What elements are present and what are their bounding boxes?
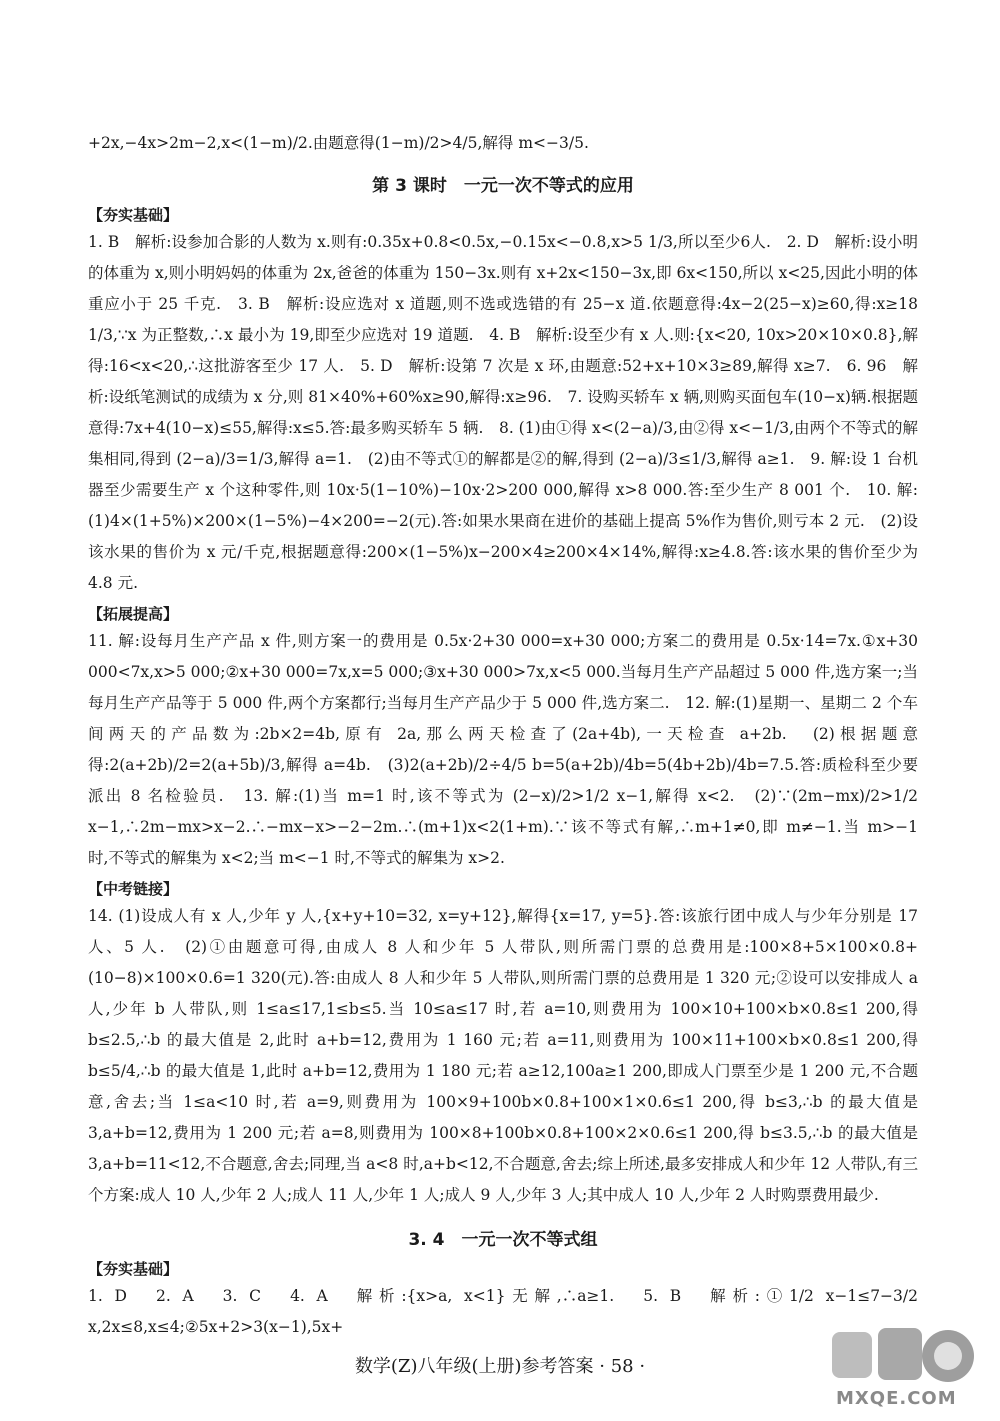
watermark-text: MXQE.COM <box>836 1388 957 1409</box>
section-title-3-4: 3. 4 一元一次不等式组 <box>408 1230 598 1250</box>
watermark-badge-icon <box>828 1322 978 1390</box>
intro-line: +2x,−4x>2m−2,x<(1−m)/2.由题意得(1−m)/2>4/5,解得 m<−3/5. <box>88 134 589 152</box>
tag-basic-2: 【夯实基础】 <box>88 1260 179 1278</box>
page-footer: 数学(Z)八年级(上册)参考答案 · 58 · <box>354 1356 646 1377</box>
exam-answers: 14. (1)设成人有 x 人,少年 y 人,{x+y+10=32, x=y+12},解得{x=17, y=5}.答:该旅行团中成人与少年分别是 17 人、5 人. (2)①由题意可得,由成人 8 人和少年 5 人带队,则所需门票的总费用是:100×8+5×100×0.8+(10−8)×100×0.6=1 320(元).答:由成人 8 人和少年 5 人带队,则所需门票的总费用是 1 320 元;②设可以安排成人 a 人,少年 b 人带队,则 1≤a≤17,1≤b≤5.当 10≤a≤17 时,若 a=10,则费用为 100×10+100×b×0.8≤1 200,得 b≤2.5,∴b 的最大值是 2,此时 a+b=12,费用为 1 160 元;若 a=11,则费用为 100×11+100×b×0.8≤1 200,得 b≤5/4,∴b 的最大值是 1,此时 a+b=12,费用为 1 180 元;若 a≥12,100a≥1 200,即成人门票至少是 1 200 元,不合题意,舍去;当 1≤a<10 时,若 a=9,则费用为 100×9+100b×0.8+100×1×0.6≤1 200,得 b≤3,∴b 的最大值是 3,a+b=12,费用为 1 200 元;若 a=8,则费用为 100×8+100b×0.8+100×2×0.6≤1 200,得 b≤3.5,∴b 的最大值是 3,a+b=11<12,不合题意,舍去;同理,当 a<8 时,a+b<12,不合题意,舍去;综上所述,最多安排成人和少年 12 人带队,有三个方案:成人 10 人,少年 2 人;成人 11 人,少年 1 人;成人 9 人,少年 3 人;其中成人 10 人,少年 2 人时购票费用最少. <box>88 907 918 1204</box>
section-title-lesson3: 第 3 课时 一元一次不等式的应用 <box>372 176 634 196</box>
tag-exam: 【中考链接】 <box>88 880 179 898</box>
answer-page <box>88 128 918 1343</box>
basic-answers-2: 1. D 2. A 3. C 4. A 解析:{x>a, x<1}无解,∴a≥1. 5. B 解析:①1/2 x−1≤7−3/2 x,2x≤8,x≤4;②5x+2>3(x−1),5x+ <box>88 1287 918 1336</box>
watermark-logo <box>828 1322 978 1412</box>
tag-extend: 【拓展提高】 <box>88 605 179 623</box>
tag-basic: 【夯实基础】 <box>88 206 179 224</box>
basic-answers: 1. B 解析:设参加合影的人数为 x.则有:0.35x+0.8<0.5x,−0.15x<−0.8,x>5 1/3,所以至少6人. 2. D 解析:设小明的体重为 x,则小明妈妈的体重为 2x,爸爸的体重为 150−3x.则有 x+2x<150−3x,即 6x<150,所以 x<25,因此小明的体重应小于 25 千克. 3. B 解析:设应选对 x 道题,则不选或选错的有 25−x 道.依题意得:4x−2(25−x)≥60,得:x≥18 1/3,∵x 为正整数,∴x 最小为 19,即至少应选对 19 道题. 4. B 解析:设至少有 x 人.则:{x<20, 10x>20×10×0.8},解得:16<x<20,∴这批游客至少 17 人. 5. D 解析:设第 7 次是 x 环,由题意:52+x+10×3≥89,解得 x≥7. 6. 96 解析:设纸笔测试的成绩为 x 分,则 81×40%+60%x≥90,解得:x≥96. 7. 设购买轿车 x 辆,则购买面包车(10−x)辆.根据题意得:7x+4(10−x)≤55,解得:x≤5.答:最多购买轿车 5 辆. 8. (1)由①得 x<(2−a)/3,由②得 x<−1/3,由两个不等式的解集相同,得到 (2−a)/3=1/3,解得 a=1. (2)由不等式①的解都是②的解,得到 (2−a)/3≤1/3,解得 a≥1. 9. 解:设 1 台机器至少需要生产 x 个这种零件,则 10x·5(1−10%)−10x·2>200 000,解得 x>8 000.答:至少生产 8 001 个. 10. 解:(1)4×(1+5%)×200×(1−5%)−4×200=−2(元).答:如果水果商在进价的基础上提高 5%作为售价,则亏本 2 元. (2)设该水果的售价为 x 元/千克,根据题意得:200×(1−5%)x−200×4≥200×4×14%,解得:x≥4.8.答:该水果的售价至少为 4.8 元. <box>88 233 919 592</box>
extend-answers: 11. 解:设每月生产产品 x 件,则方案一的费用是 0.5x·2+30 000=x+30 000;方案二的费用是 0.5x·14=7x.①x+30 000<7x,x>5 000;②x+30 000=7x,x=5 000;③x+30 000>7x,x<5 000.当每月生产产品超过 5 000 件,选方案一;当每月生产产品等于 5 000 件,两个方案都行;当每月生产产品少于 5 000 件,选方案二. 12. 解:(1)星期一、星期二 2 个车间两天的产品数为:2b×2=4b,原有 2a,那么两天检查了(2a+4b),一天检查 a+2b. (2)根据题意得:2(a+2b)/2=2(a+5b)/3,解得 a=4b. (3)2(a+2b)/2÷4/5 b=5(a+2b)/4b=5(4b+2b)/4b=7.5.答:质检科至少要派出 8 名检验员. 13. 解:(1)当 m=1 时,该不等式为 (2−x)/2>1/2 x−1,解得 x<2. (2)∵(2m−mx)/2>1/2 x−1,∴2m−mx>x−2.∴−mx−x>−2−2m.∴(m+1)x<2(1+m).∵该不等式有解,∴m+1≠0,即 m≠−1.当 m>−1 时,不等式的解集为 x<2;当 m<−1 时,不等式的解集为 x>2. <box>88 632 918 867</box>
